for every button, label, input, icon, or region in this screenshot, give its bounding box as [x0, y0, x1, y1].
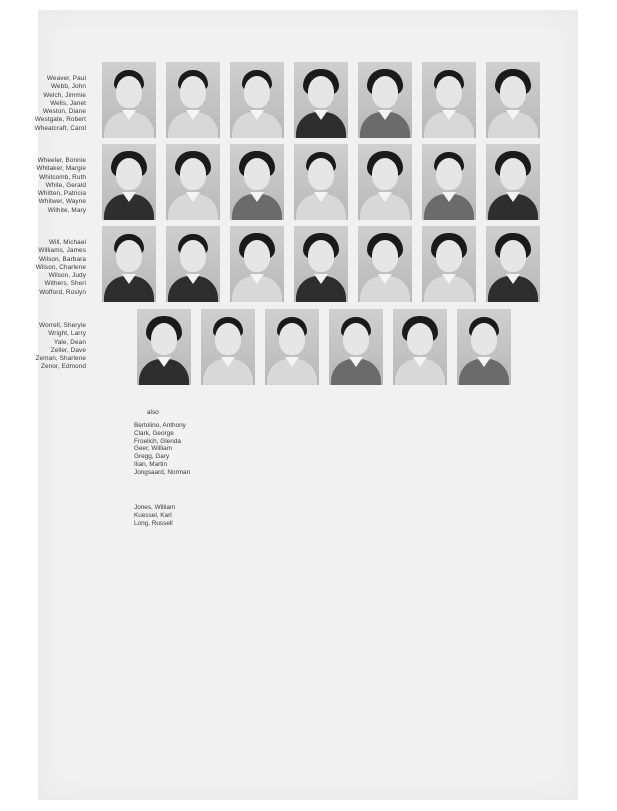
student-portrait	[230, 144, 284, 220]
student-name: Wheatcraft, Carol	[34, 124, 86, 132]
student-portrait	[422, 226, 476, 302]
portrait-row	[102, 226, 540, 302]
name-list-row-3	[0, 239, 86, 297]
portrait-face	[151, 323, 177, 355]
student-name: Gregg, Gary	[134, 453, 170, 461]
portrait-face	[372, 158, 398, 190]
student-name: Clark, George	[134, 429, 174, 437]
student-portrait	[166, 226, 220, 302]
student-portrait	[294, 226, 348, 302]
student-name: Bertolino, Anthony	[134, 422, 186, 429]
portrait-face	[308, 158, 334, 190]
portrait-face	[500, 158, 526, 190]
student-name: Wright, Larry	[48, 330, 86, 338]
portrait-row	[137, 309, 511, 385]
student-portrait	[486, 144, 540, 220]
portrait-face	[244, 240, 270, 272]
student-portrait	[102, 62, 156, 138]
portrait-row	[102, 144, 540, 220]
portrait-face	[308, 240, 334, 272]
student-portrait	[486, 62, 540, 138]
student-name: Welch, Jimmie	[43, 91, 86, 99]
portrait-face	[279, 323, 305, 355]
student-portrait	[294, 144, 348, 220]
student-name: Worrell, Sheryle	[39, 322, 86, 329]
student-name: Withers, Sheri	[44, 280, 86, 288]
student-name: Yale, Dean	[53, 338, 86, 346]
student-portrait	[457, 309, 511, 385]
student-portrait	[230, 226, 284, 302]
portrait-face	[471, 323, 497, 355]
student-portrait	[486, 226, 540, 302]
student-name: Wilson, Judy	[48, 272, 86, 280]
student-name: Jongsaard, Norman	[134, 468, 191, 476]
student-name: Zeller, Dave	[50, 346, 86, 354]
student-name: Weston, Diane	[42, 108, 86, 116]
student-name: Whitaker, Margie	[36, 165, 86, 173]
portrait-face	[244, 158, 270, 190]
student-name: Zeman, Sharlene	[35, 355, 86, 363]
student-name: Williams, James	[38, 247, 86, 255]
portrait-face	[116, 158, 142, 190]
student-name: Geer, William	[134, 445, 172, 453]
student-portrait	[265, 309, 319, 385]
student-name: Wells, Janet	[50, 99, 86, 107]
portrait-face	[244, 76, 270, 108]
student-portrait	[294, 62, 348, 138]
student-portrait	[393, 309, 447, 385]
portrait-face	[407, 323, 433, 355]
portrait-face	[308, 76, 334, 108]
student-name: Will, Michael	[48, 239, 86, 246]
student-portrait	[230, 62, 284, 138]
portrait-face	[215, 323, 241, 355]
student-portrait	[166, 62, 220, 138]
student-name: Whitwer, Wayne	[38, 198, 86, 206]
student-name: Jones, William	[134, 504, 176, 511]
also-label: also	[147, 409, 159, 416]
portrait-face	[180, 240, 206, 272]
name-list-row-1	[0, 75, 86, 133]
student-portrait	[102, 144, 156, 220]
portrait-face	[500, 76, 526, 108]
portrait-face	[116, 76, 142, 108]
student-name: Kuessel, Karl	[134, 511, 172, 519]
name-list-row-2	[0, 157, 86, 215]
student-name: Whitcomb, Ruth	[39, 173, 86, 181]
student-name: Wofford, Roslyn	[39, 288, 86, 296]
student-name: Wilhite, Mary	[47, 206, 86, 214]
student-portrait	[422, 144, 476, 220]
student-name: Zenor, Edmond	[41, 363, 86, 371]
student-name: Webb, John	[51, 83, 86, 91]
student-name: Whitten, Patricia	[37, 190, 86, 198]
portrait-face	[436, 240, 462, 272]
student-portrait	[137, 309, 191, 385]
portrait-face	[180, 76, 206, 108]
portrait-face	[500, 240, 526, 272]
student-name: Westgate, Robert	[34, 116, 86, 124]
student-portrait	[358, 62, 412, 138]
student-portrait	[422, 62, 476, 138]
student-portrait	[102, 226, 156, 302]
portrait-face	[436, 76, 462, 108]
student-name: Wilson, Barbara	[39, 255, 86, 263]
student-portrait	[166, 144, 220, 220]
portrait-row	[102, 62, 540, 138]
student-portrait	[329, 309, 383, 385]
portrait-face	[180, 158, 206, 190]
student-name: Froelich, Glenda	[134, 437, 181, 445]
student-name: Ilian, Martin	[134, 460, 168, 468]
portrait-face	[116, 240, 142, 272]
student-name: Long, Russell	[134, 519, 173, 527]
also-list-2	[134, 504, 175, 527]
student-portrait	[201, 309, 255, 385]
name-list-row-4	[0, 322, 86, 372]
student-name: Wilson, Charlene	[35, 263, 86, 271]
student-name: Weaver, Paul	[46, 75, 86, 82]
student-name: Wheeler, Bonnie	[37, 157, 86, 164]
student-portrait	[358, 144, 412, 220]
student-portrait	[358, 226, 412, 302]
student-name: White, Gerald	[45, 181, 86, 189]
portrait-face	[372, 76, 398, 108]
portrait-face	[372, 240, 398, 272]
portrait-face	[343, 323, 369, 355]
also-list-1	[134, 422, 190, 477]
portrait-face	[436, 158, 462, 190]
